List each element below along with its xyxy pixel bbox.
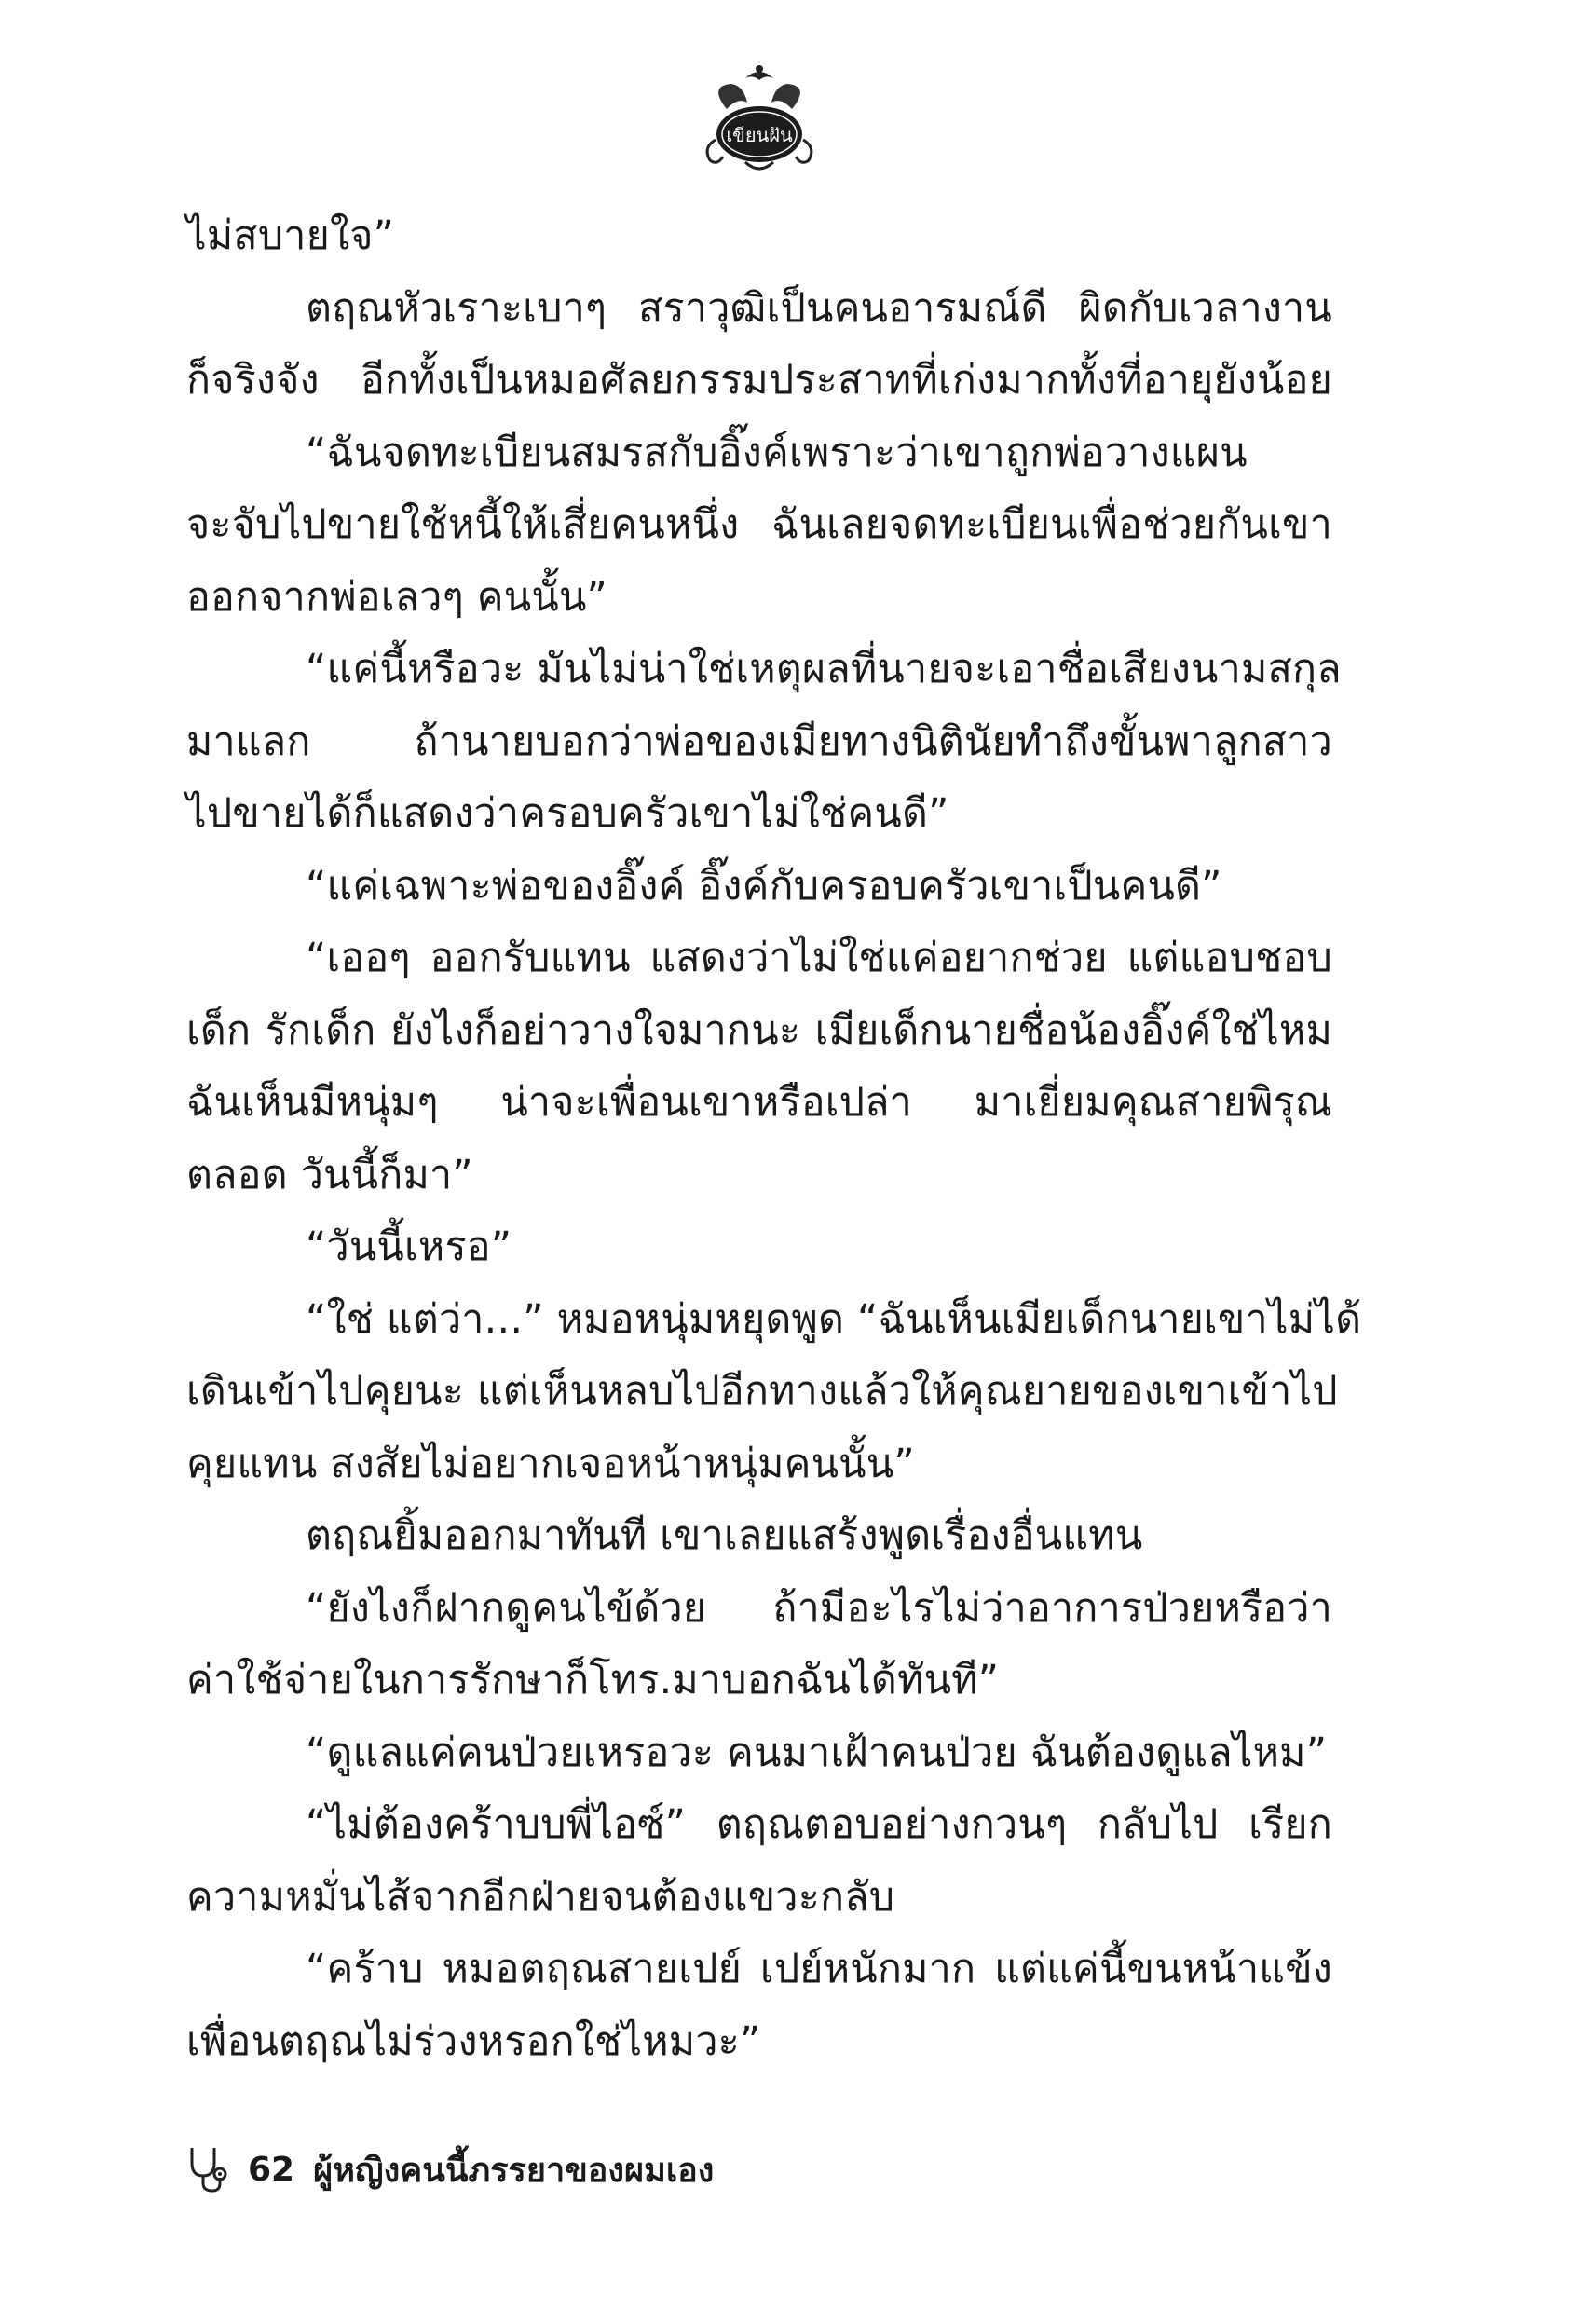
stethoscope-icon xyxy=(184,2144,229,2195)
text-line: “แค่นี้หรือวะ มันไม่น่าใช่เหตุผลที่นายจะเอาชื่อเสียงนามสกุล xyxy=(306,646,1342,692)
text-line: “ยังไงก็ฝากดูคนไข้ด้วย ถ้ามีอะไรไม่ว่าอาการป่วยหรือว่า xyxy=(306,1584,1332,1632)
page-footer xyxy=(184,2141,714,2197)
text-line: ตฤณหัวเราะเบาๆ สราวุฒิเป็นคนอารมณ์ดี ผิดกับเวลางาน xyxy=(306,284,1332,332)
text-line: ค่าใช้จ่ายในการรักษาก็โทร.มาบอกฉันได้ทันที” xyxy=(186,1657,1000,1703)
text-line: ความหมั่นไส้จากอีกฝ่ายจนต้องแขวะกลับ xyxy=(186,1873,895,1921)
text-line: “ไม่ต้องคร้าบบพี่ไอซ์” ตฤณตอบอย่างกวนๆ กลับไป เรียก xyxy=(306,1801,1332,1848)
text-line: ฉันเห็นมีหนุ่มๆ น่าจะเพื่อนเขาหรือเปล่า มาเยี่ยมคุณสายพิรุณ xyxy=(186,1079,1332,1126)
text-line: เพื่อนตฤณไม่ร่วงหรอกใช่ไหมวะ” xyxy=(186,2017,761,2065)
page-number: 62 xyxy=(248,2150,295,2189)
text-line: “คร้าบ หมอตฤณสายเปย์ เปย์หนักมาก แต่แค่นี้ขนหน้าแข้ง xyxy=(306,1946,1332,1992)
text-line: ตลอด วันนี้ก็มา” xyxy=(186,1151,473,1198)
text-line: ก็จริงจัง อีกทั้งเป็นหมอศัลยกรรมประสาทที่เก่งมากทั้งที่อายุยังน้อย xyxy=(186,357,1332,403)
text-line: “วันนี้เหรอ” xyxy=(306,1224,512,1270)
text-line: “ฉันจดทะเบียนสมรสกับอิ๊งค์เพราะว่าเขาถูกพ่อวางแผน xyxy=(306,429,1248,476)
book-title: ผู้หญิงคนนี้ภรรยาของผมเอง xyxy=(313,2151,715,2190)
text-line: เดินเข้าไปคุยนะ แต่เห็นหลบไปอีกทางแล้วให้คุณยายของเขาเข้าไป xyxy=(186,1368,1338,1415)
text-line: “เออๆ ออกรับแทน แสดงว่าไม่ใช่แค่อยากช่วย แต่แอบชอบ xyxy=(306,935,1332,981)
text-line: ตฤณยิ้มออกมาทันที เขาเลยแสร้งพูดเรื่องอื่นแทน xyxy=(306,1512,1143,1559)
text-line: ไม่สบายใจ” xyxy=(186,212,395,259)
logo-text: เขียนฝัน xyxy=(726,124,793,146)
body-text xyxy=(186,200,1362,2078)
text-line: คุยแทน สงสัยไม่อยากเจอหน้าหนุ่มคนนั้น” xyxy=(186,1440,915,1487)
text-line: “ใช่ แต่ว่า...” หมอหนุ่มหยุดพูด “ฉันเห็นเมียเด็กนายเขาไม่ได้ xyxy=(306,1295,1362,1343)
text-line: จะจับไปขายใช้หนี้ให้เสี่ยคนหนึ่ง ฉันเลยจดทะเบียนเพื่อช่วยกันเขา xyxy=(186,501,1332,548)
ornamental-crest-icon xyxy=(689,58,829,179)
text-line: “ดูแลแค่คนป่วยเหรอวะ คนมาเฝ้าคนป่วย ฉันต้องดูแลไหม” xyxy=(306,1729,1328,1776)
text-line: ออกจากพ่อเลวๆ คนนั้น” xyxy=(186,573,608,621)
publisher-logo xyxy=(689,58,829,179)
text-line: มาแลก ถ้านายบอกว่าพ่อของเมียทางนิตินัยทำถึงขั้นพาลูกสาว xyxy=(186,718,1332,765)
text-line: “แค่เฉพาะพ่อของอิ๊งค์ อิ๊งค์กับครอบครัวเขาเป็นคนดี” xyxy=(306,862,1222,909)
text-line: เด็ก รักเด็ก ยังไงก็อย่าวางใจมากนะ เมียเด็กนายชื่อน้องอิ๊งค์ใช่ไหม xyxy=(186,1006,1332,1054)
text-line: ไปขายได้ก็แสดงว่าครอบครัวเขาไม่ใช่คนดี” xyxy=(186,790,949,837)
